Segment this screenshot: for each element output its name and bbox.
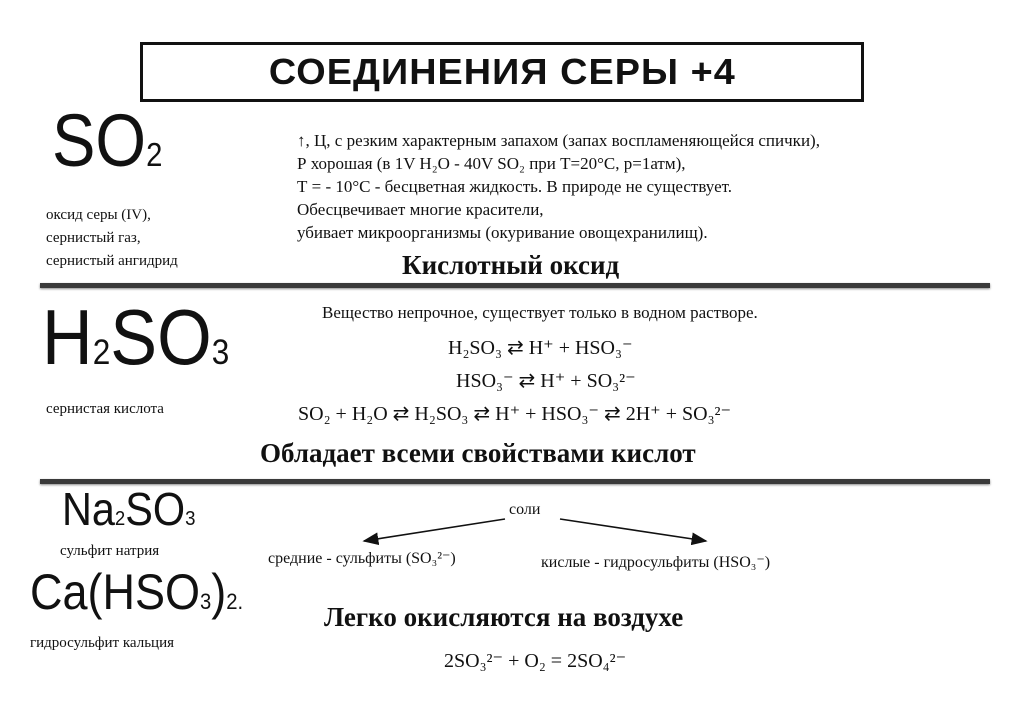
- na2so3-formula-na: Na: [62, 483, 115, 535]
- so2-property-5: убивает микроорганизмы (окуривание овощехранилищ).: [297, 223, 708, 242]
- ca-hso3-formula-sub-2: 2: [226, 589, 238, 614]
- salts-branch-right: кислые - гидросульфиты (HSO₃⁻): [541, 554, 771, 571]
- ca-hso3-name: гидросульфит кальция: [30, 635, 174, 651]
- h2so3-formula-sub-2: 2: [92, 333, 111, 372]
- so2-name-2: сернистый газ,: [46, 230, 141, 246]
- ca-hso3-formula-main: Ca(HSO: [30, 564, 201, 620]
- h2so3-formula-so: SO: [110, 293, 212, 381]
- salts-arrow-right: [560, 519, 706, 541]
- h2so3-description: Вещество непрочное, существует только в водном растворе.: [322, 303, 758, 322]
- h2so3-equation-1: H₂SO₃ ⇄ H⁺ + HSO₃⁻: [448, 337, 633, 359]
- h2so3-equation-3: SO₂ + H₂O ⇄ H₂SO₃ ⇄ H⁺ + HSO₃⁻ ⇄ 2H⁺ + SO₃²⁻: [298, 403, 732, 425]
- salts-heading: Легко окисляются на воздухе: [324, 602, 684, 632]
- so2-property-4: Обесцвечивает многие красители,: [297, 200, 544, 219]
- so2-property-1: ↑, Ц, с резким характерным запахом (запах воспламеняющейся спички),: [297, 131, 820, 150]
- na2so3-formula-so: SO: [125, 483, 186, 535]
- so2-name-3: сернистый ангидрид: [46, 253, 178, 269]
- so2-property-3: Т = - 10°С - бесцветная жидкость. В природе не существует.: [297, 177, 733, 196]
- salts-branch-left: средние - сульфиты (SO₃²⁻): [268, 550, 456, 567]
- salts-arrow-left: [364, 519, 505, 541]
- h2so3-formula-sub-3: 3: [211, 333, 230, 372]
- salts-equation: 2SO₃²⁻ + O₂ = 2SO₄²⁻: [444, 650, 627, 672]
- h2so3-name: сернистая кислота: [46, 401, 164, 417]
- so2-name-1: оксид серы (IV),: [46, 207, 151, 223]
- na2so3-formula-sub-2: 2: [114, 507, 126, 530]
- so2-formula-sub: 2: [146, 137, 163, 174]
- na2so3-name: сульфит натрия: [60, 543, 160, 559]
- h2so3-equation-2: HSO₃⁻ ⇄ H⁺ + SO₃²⁻: [456, 370, 636, 392]
- h2so3-formula-h: H: [42, 293, 93, 381]
- so2-formula-main: SO: [52, 99, 147, 182]
- so2-heading: Кислотный оксид: [402, 250, 620, 280]
- ca-hso3-formula-sub-3: 3: [200, 589, 212, 614]
- so2-property-2: Р хорошая (в 1V H₂O - 40V SO₂ при Т=20°С, р=1атм),: [297, 154, 686, 173]
- ca-hso3-formula-paren: ): [211, 564, 227, 620]
- ca-hso3-formula-dot: .: [237, 589, 244, 614]
- page-title: СОЕДИНЕНИЯ СЕРЫ +4: [268, 51, 736, 92]
- na2so3-formula-sub-3: 3: [185, 507, 196, 530]
- salts-root-label: соли: [509, 501, 541, 518]
- h2so3-heading: Обладает всеми свойствами кислот: [260, 438, 696, 468]
